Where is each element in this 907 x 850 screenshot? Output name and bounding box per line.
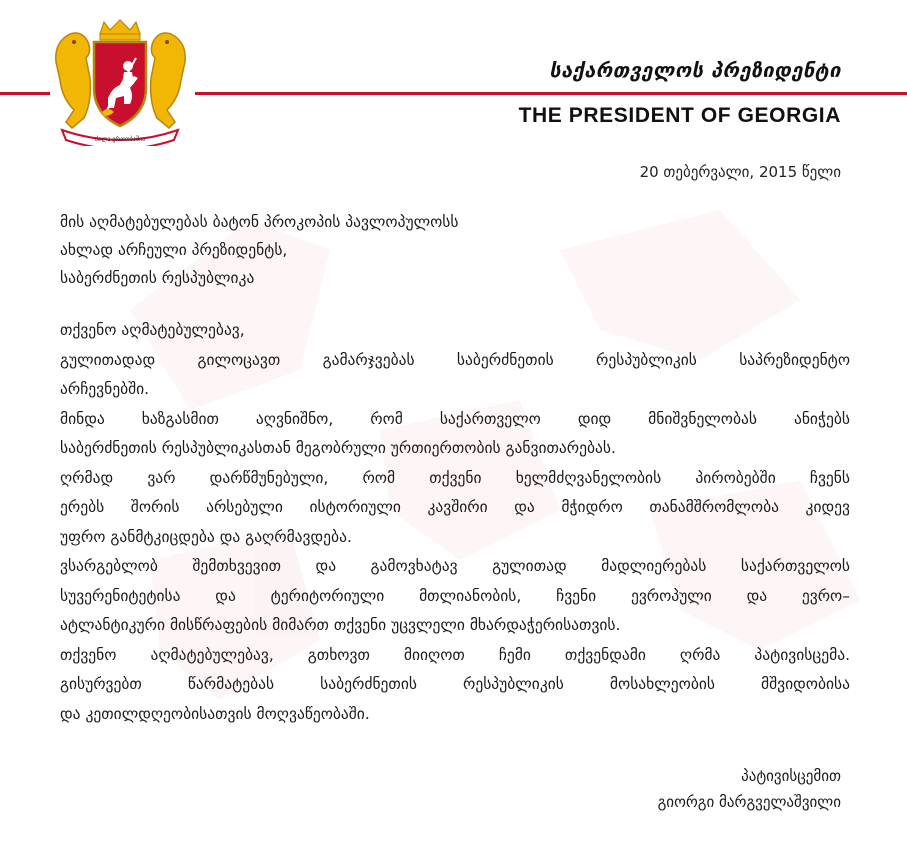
- header-rule: [195, 92, 907, 95]
- closing-salutation: პატივისცემით: [741, 767, 841, 785]
- body-line: მინდა ხაზგასმით აღვნიშნო, რომ საქართველო დიდ მნიშვნელობას ანიჭებს: [60, 409, 850, 428]
- president-title-english: THE PRESIDENT OF GEORGIA: [518, 104, 841, 127]
- body-line: თქვენო აღმატებულებავ, გთხოვთ მიიღოთ ჩემი თქვენდამი ღრმა პატივისცემა.: [60, 645, 850, 664]
- body-line: გისურვებთ წარმატებას საბერძნეთის რესპუბლიკის მოსახლეობის მშვიდობისა: [60, 675, 850, 693]
- body-line: სუვერენიტეტისა და ტერიტორიული მთლიანობის, ჩვენი ევროპული და ევრო–: [60, 586, 850, 605]
- addressee-line: ახლად არჩეული პრეზიდენტს,: [60, 241, 288, 259]
- body-line: ერებს შორის არსებული ისტორიული კავშირი და მჭიდრო თანამშრომლობა კიდევ: [60, 498, 850, 516]
- svg-text:ძალა ერთობაშია: ძალა ერთობაშია: [94, 136, 146, 143]
- addressee-line: მის აღმატებულებას ბატონ პროკოპის პავლოპულოსს: [60, 213, 459, 231]
- letter-body: [60, 316, 850, 729]
- addressee-line: საბერძნეთის რესპუბლიკა: [60, 269, 255, 287]
- closing-block: [658, 763, 841, 815]
- letter-date: 20 თებერვალი, 2015 წელი: [639, 163, 841, 181]
- body-line: გულითადად გილოცავთ გამარჯვებას საბერძნეთის რესპუბლიკის საპრეზიდენტო: [60, 350, 850, 369]
- signatory-name: გიორგი მარგველაშვილი: [657, 793, 841, 811]
- addressee-block: [60, 208, 850, 292]
- body-line: და კეთილდღეობისათვის მოღვაწეობაში.: [60, 704, 370, 723]
- body-line: ღრმად ვარ დარწმუნებული, რომ თქვენი ხელმძღვანელობის პირობებში ჩვენს: [60, 468, 850, 487]
- body-line: საბერძნეთის რესპუბლიკასთან მეგობრული ურთიერთობის განვითარებას.: [60, 439, 616, 457]
- header-rule-left: [0, 92, 50, 95]
- president-title-georgian: საქართველოს პრეზიდენტი: [549, 58, 841, 82]
- body-line: ატლანტიკური მისწრაფების მიმართ თქვენი უცვლელი მხარდაჭერისათვის.: [60, 616, 621, 634]
- coat-of-arms-icon: [48, 18, 193, 146]
- body-line: ვსარგებლობ შემთხვევით და გამოვხატავ გულითად მადლიერებას საქართველოს: [60, 557, 850, 575]
- body-line: თქვენო აღმატებულებავ,: [60, 321, 245, 339]
- body-line: უფრო განმტკიცდება და გაღრმავდება.: [60, 527, 352, 546]
- body-line: არჩევნებში.: [60, 380, 150, 398]
